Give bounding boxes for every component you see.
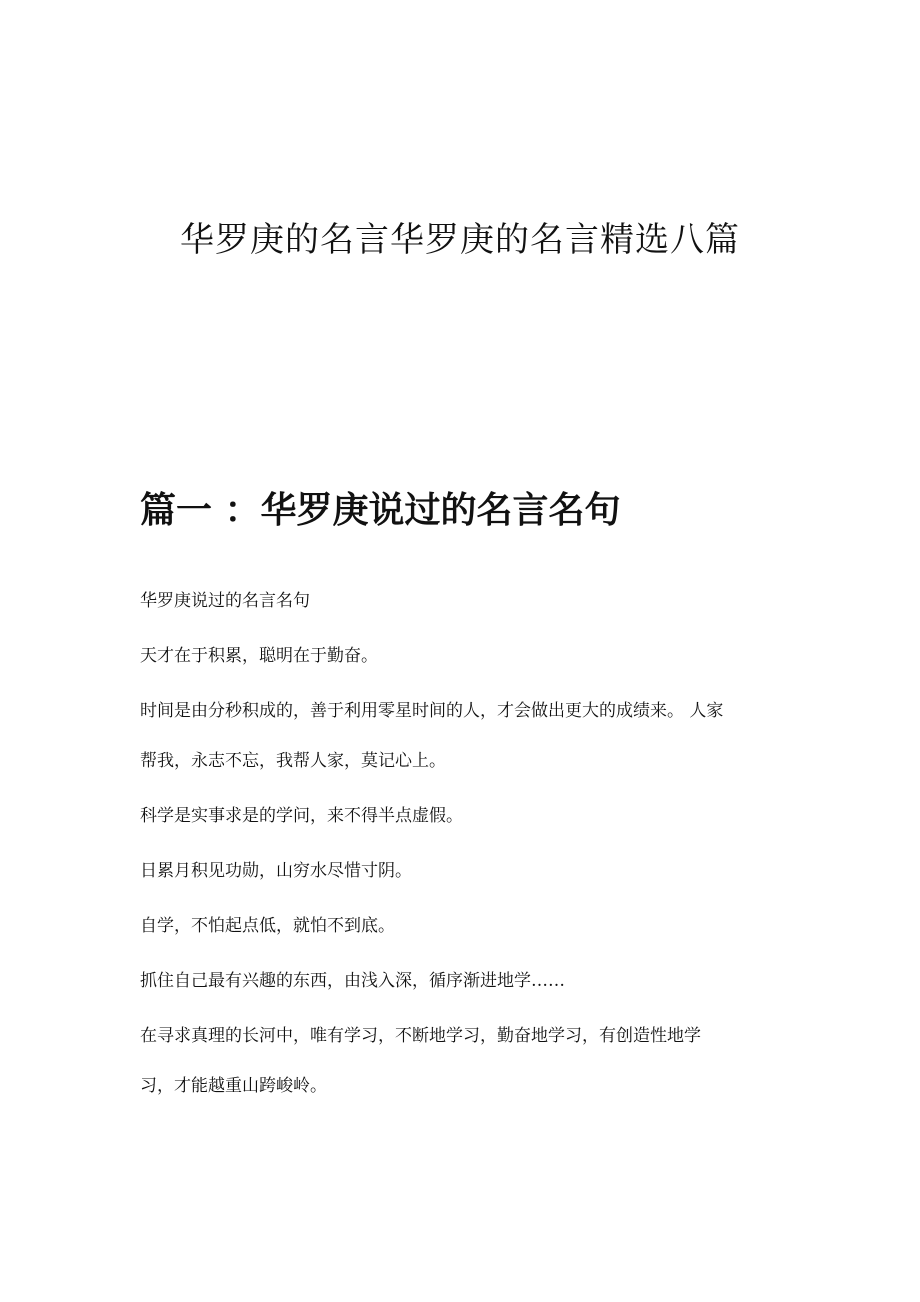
section-heading: 篇一 ：华罗庚说过的名言名句 xyxy=(140,490,621,531)
paragraph-line: 华罗庚说过的名言名句 xyxy=(140,591,310,611)
paragraph-line: 自学，不怕起点低，就怕不到底。 xyxy=(140,916,395,936)
paragraph-1 xyxy=(140,588,785,615)
paragraph-line: 在寻求真理的长河中，唯有学习，不断地学习，勤奋地学习，有创造性地学 xyxy=(140,1026,701,1046)
paragraph-line: 日累月积见功勋，山穷水尽惜寸阴。 xyxy=(140,861,412,881)
paragraph-line: 帮我，永志不忘，我帮人家，莫记心上。 xyxy=(140,751,446,771)
paragraph-8 xyxy=(140,1023,785,1100)
section-body xyxy=(140,588,785,1128)
paragraph-line: 科学是实事求是的学问，来不得半点虚假。 xyxy=(140,806,463,826)
paragraph-5 xyxy=(140,858,785,885)
paragraph-2 xyxy=(140,643,785,670)
paragraph-line: 习，才能越重山跨峻岭。 xyxy=(140,1076,327,1096)
document-title: 华罗庚的名言华罗庚的名言精选八篇 xyxy=(180,220,740,260)
paragraph-3 xyxy=(140,698,785,775)
paragraph-7 xyxy=(140,968,785,995)
paragraph-4 xyxy=(140,803,785,830)
paragraph-6 xyxy=(140,913,785,940)
paragraph-line: 天才在于积累，聪明在于勤奋。 xyxy=(140,646,378,666)
paragraph-line: 时间是由分秒积成的，善于利用零星时间的人，才会做出更大的成绩来。 人家 xyxy=(140,701,724,721)
paragraph-line: 抓住自己最有兴趣的东西，由浅入深，循序渐进地学…… xyxy=(140,971,565,991)
